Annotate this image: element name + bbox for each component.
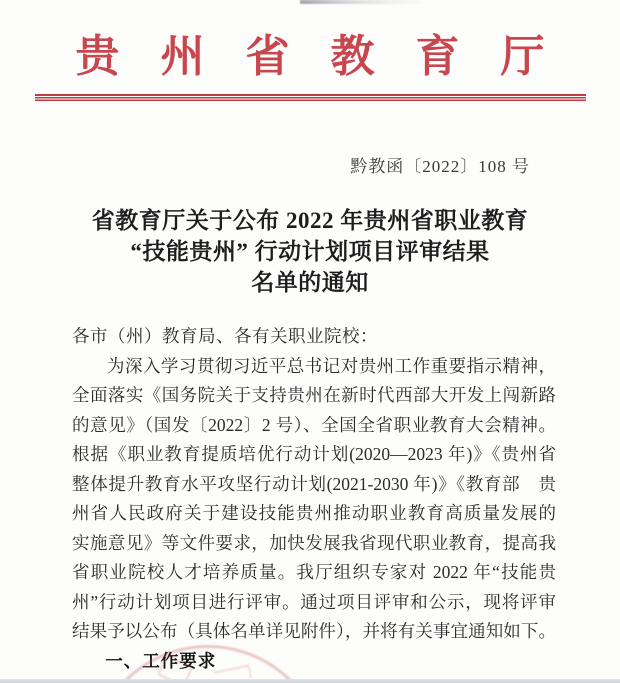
body-line: 根据《职业教育提质培优行动计划(2020—2023 年)》《贵州省: [72, 444, 556, 464]
notice-title-line-3: 名单的通知: [251, 270, 369, 295]
section-heading-work-requirements: 一、工作要求: [105, 650, 217, 671]
body-line: 为深入学习贯彻习近平总书记对贵州工作重要指示精神，: [107, 355, 556, 376]
notice-title-line-2: “技能贵州” 行动计划项目评审结果: [130, 239, 490, 264]
notice-body: [72, 322, 556, 676]
body-line: 州省人民政府关于建设技能贵州推动职业教育高质量发展的: [72, 503, 556, 523]
body-line: 全面落实《国务院关于支持贵州在新时代西部大开发上闯新路: [72, 385, 556, 405]
body-line: 省职业院校人才培养质量。我厅组织专家对 2022 年“技能贵: [72, 562, 556, 582]
body-line: 实施意见》等文件要求，加快发展我省现代职业教育，提高我: [72, 532, 556, 553]
letterhead-agency-title: 贵州省教育厅: [75, 32, 586, 81]
scan-edge-bottom-band: [0, 679, 620, 683]
notice-title: [0, 205, 620, 298]
body-line: 结果予以公布（具体名单详见附件），并将有关事宜通知如下。: [72, 621, 556, 641]
body-line: 的意见》（国发〔2022〕2 号）、全国全省职业教育大会精神。: [72, 414, 556, 435]
document-reference-number: 黔教函〔2022〕108 号: [350, 157, 530, 176]
body-line: 整体提升教育水平攻坚行动计划(2021-2030 年)》《教育部 贵: [72, 473, 556, 494]
letterhead-divider-rule: [35, 94, 586, 101]
notice-title-line-1: 省教育厅关于公布 2022 年贵州省职业教育: [91, 208, 529, 233]
scan-artifact-top-smudge: [300, 0, 430, 4]
salutation-line: 各市（州）教育局、各有关职业院校：: [72, 326, 378, 346]
body-line: 州”行动计划项目进行评审。通过项目评审和公示，现将评审: [72, 591, 556, 612]
